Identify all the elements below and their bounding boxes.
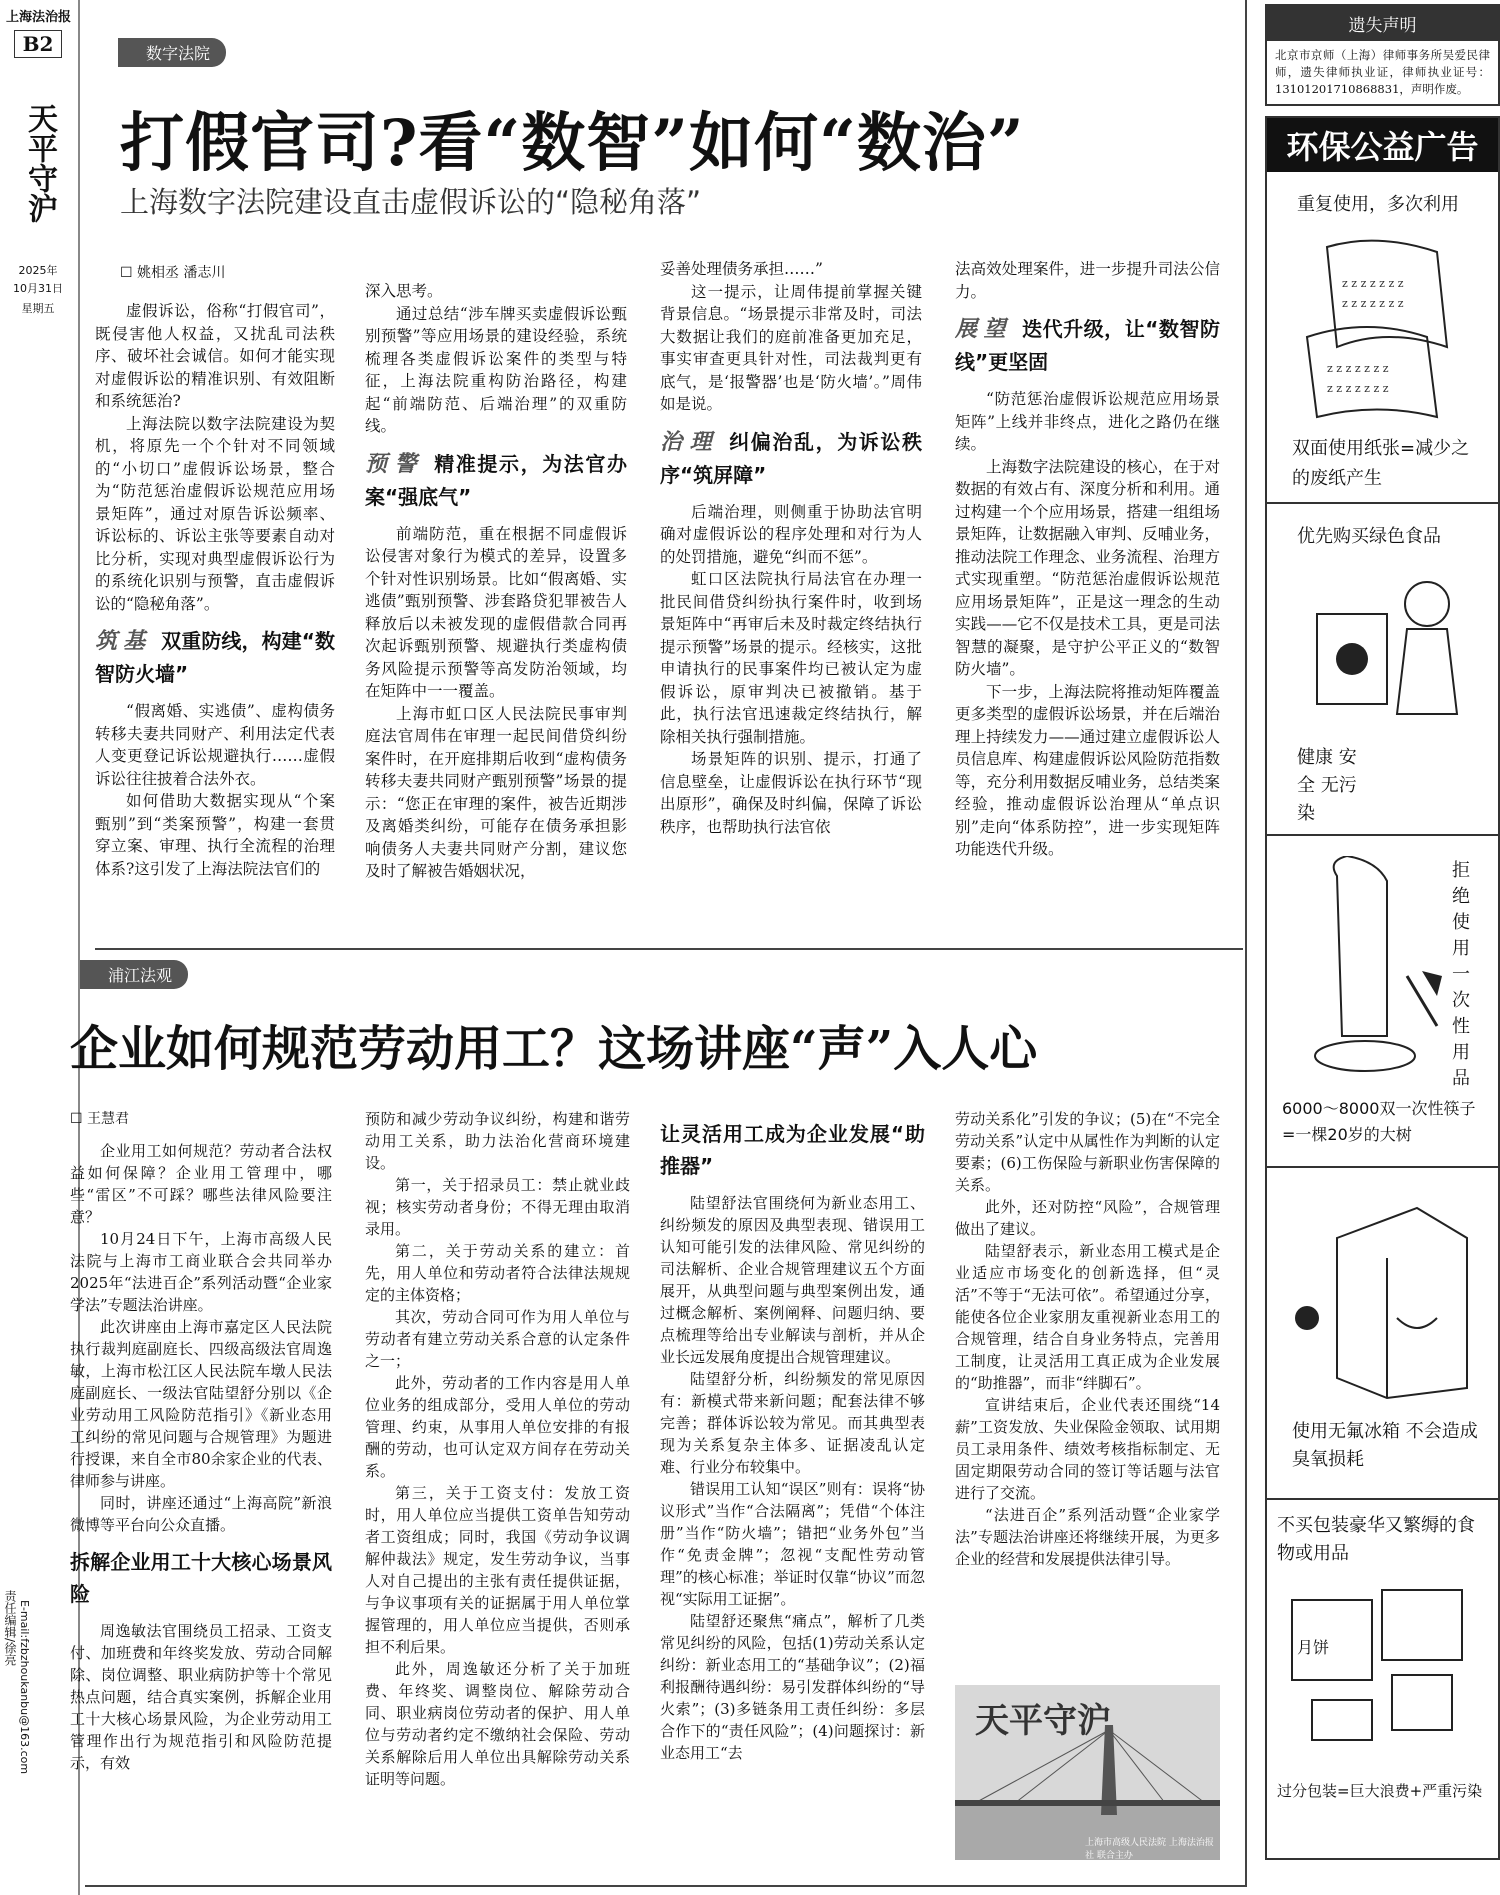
notice-body: 北京市京师（上海）律师事务所吴爱民律师，遗失律师执业证，律师执业证号：13101201710868831，声明作废。 (1275, 48, 1490, 96)
paragraph: 法高效处理案件，进一步提升司法公信力。 (955, 260, 1220, 301)
headline: 打假官司?看“数智”如何“数治” (120, 106, 1025, 181)
paragraph: 虹口区法院执行局法官在办理一批民间借贷纠纷执行案件时，收到场景矩阵中“再审后未及时裁定终结执行提示预警”场景的提示。经核实，这批申请执行的民事案件均已被认定为虚假诉讼，原审判决已被撤销。基于此，执行法官迅速裁定终结执行，解除相关执行强制措施。 (660, 570, 922, 746)
panel-caption-bottom: 过分包装=巨大浪费+严重污染 (1277, 1782, 1483, 1800)
article1-column-2 (365, 280, 627, 883)
byline: ☐ 姚相丞 潘志川 (120, 265, 226, 281)
article1-column-1 (95, 300, 335, 880)
section-heading: 治理 纠偏治乱，为诉讼秩序“筑屏障” (660, 429, 922, 487)
ad-panel-food (1267, 502, 1498, 834)
photo-caption: 上海市高级人民法院 上海法治报社 联合主办 (1085, 1838, 1214, 1860)
ad-title: 环保公益广告 (1267, 118, 1498, 172)
svg-text:z z z z z z z: z z z z z z z (1327, 382, 1389, 395)
paragraph: 10月24日下午，上海市高级人民法院与上海市工商业联合会共同举办2025年“法进百企”系列活动暨“企业家学法”专题法治讲座。 (70, 1230, 332, 1314)
paragraph: 第一，关于招录员工：禁止就业歧视；核实劳动者身份；不得无理由取消录用。 (365, 1176, 630, 1238)
paragraph: 陆望舒法官围绕何为新业态用工、纠纷频发的原因及典型表现、错误用工认知可能引发的法律风险、常见纠纷的司法解析、企业合规管理建议五个方面展开，从典型问题与典型案例出发，通过概念解析、案例阐释、问题归纳、要点梳理等给出专业解读与剖析，并从企业长远发展角度提出合规管理建议。 (660, 1194, 925, 1366)
section-heading: 预警 精准提示，为法官办案“强底气” (365, 451, 627, 509)
paragraph: 此外，还对防控“风险”，合规管理做出了建议。 (955, 1198, 1220, 1238)
paragraph: 陆望舒还聚焦“痛点”，解析了几类常见纠纷的风险，包括(1)劳动关系认定纠纷：新业态用工的“基础争议”；(2)福利报酬待遇纠纷：易引发群体纠纷的“导火索”；(3)多链条用工责任纠纷：多层合作下的“责任风险”；(4)问题探讨：新业态用工“去 (660, 1612, 925, 1762)
ad-panel-fridge (1267, 1166, 1498, 1498)
column-name: 天平守沪 (22, 103, 57, 223)
paragraph: 此次讲座由上海市嘉定区人民法院执行裁判庭副庭长、四级高级法官周逸敏，上海市松江区人民法院车墩人民法庭副庭长、一级法官陆望舒分别以《企业劳动用工风险防范指引》《新业态用工纠纷的常见问题与合规管理》为题进行授课，来自全市80余家企业的代表、律师参与讲座。 (70, 1318, 332, 1490)
section-heading: 筑基 双重防线，构建“数智防火墙” (95, 629, 335, 686)
photo-title: 天平守沪 (975, 1701, 1111, 1741)
paragraph: 这一提示，让周伟提前掌握关键背景信息。“场景提示非常及时，司法大数据让我们的庭前准备更加充足，事实审查更具针对性，司法裁判更有底气，是‘报警器’也是‘防火墙’。”周伟如是说。 (660, 282, 922, 413)
byline: ☐ 王慧君 (70, 1111, 130, 1127)
paragraph: 前端防范，重在根据不同虚假诉讼侵害对象行为模式的差异，设置多个针对性识别场景。比如“假离婚、实逃债”甄别预警、涉套路贷犯罪被告人释放后以未被发现的虚假借款合同再次起诉甄别预警、规避执行类虚构债务风险提示预警等高发防治领域，均在矩阵中一一覆盖。 (365, 524, 627, 700)
panel-caption-top: 拒绝使用一次性用品 (1452, 860, 1470, 1089)
headline: 企业如何规范劳动用工？这场讲座“声”入人心 (70, 1021, 1038, 1077)
article1-column-4 (955, 258, 1220, 861)
paragraph: 后端治理，则侧重于协助法官明确对虚假诉讼的程序处理和对行为人的处罚措施，避免“纠而不惩”。 (660, 502, 922, 566)
ad-panel-packaging (1267, 1498, 1498, 1820)
paragraph: 妥善处理债务承担……” (660, 260, 823, 278)
eco-ad (1265, 116, 1500, 1860)
section-heading: 让灵活用工成为企业发展“助推器” (660, 1122, 925, 1178)
newspaper-logo: 上海法治报 (6, 10, 72, 25)
article-divider (95, 948, 1243, 950)
svg-text:z z z z z z z: z z z z z z z (1342, 297, 1404, 310)
paragraph: 预防和减少劳动争议纠纷，构建和谐劳动用工关系，助力法治化营商环境建设。 (365, 1110, 630, 1172)
panel-caption-top: 不买包装豪华又繁缛的食物或用品 (1277, 1515, 1475, 1564)
article2-column-4 (955, 1108, 1220, 1570)
section-heading: 展望 迭代升级，让“数智防线”更坚固 (955, 317, 1220, 374)
panel-caption-bottom: 健康 安全 无污染 (1297, 747, 1357, 824)
weekday: 星期五 (21, 302, 55, 315)
section-tag: 数字法院 (118, 38, 226, 67)
paragraph: 周逸敏法官围绕员工招录、工资支付、加班费和年终奖发放、劳动合同解除、岗位调整、职业病防护等十个常见热点问题，结合真实案例，拆解企业用工十大核心场景风险，为企业劳动用工管理作出行为规范指引和风险防范提示，有效 (70, 1622, 332, 1772)
paragraph: 虚假诉讼，俗称“打假官司”，既侵害他人权益，又扰乱司法秩序、破坏社会诚信。如何才能实现对虚假诉讼的精准识别、有效阻断和系统惩治? (95, 302, 335, 410)
section-heading: 拆解企业用工十大核心场景风险 (70, 1550, 332, 1606)
editor: 责任编辑/徐亮 (3, 1590, 17, 1667)
paragraph: 通过总结“涉车牌买卖虚假诉讼甄别预警”等应用场景的建设经验，系统梳理各类虚假诉讼案件的类型与特征，上海法院重构防治路径，构建起“前端防范、后端治理”的双重防线。 (365, 304, 627, 435)
paragraph: “防范惩治虚假诉讼规范应用场景矩阵”上线并非终点，进化之路仍在继续。 (955, 390, 1220, 453)
bridge-photo (955, 1685, 1220, 1860)
paragraph: “假离婚、实逃债”、虚构债务转移夫妻共同财产、利用法定代表人变更登记诉讼规避执行……虚假诉讼往往披着合法外衣。 (95, 702, 335, 788)
article2-column-3 (660, 1108, 925, 1764)
panel-caption-top: 重复使用，多次利用 (1297, 194, 1459, 215)
panel-caption-bottom: 使用无氟冰箱 不会造成臭氧损耗 (1292, 1421, 1478, 1470)
panel-caption-bottom: 双面使用纸张=减少之的废纸产生 (1292, 438, 1470, 489)
paragraph: 上海市虹口区人民法院民事审判庭法官周伟在审理一起民间借贷纠纷案件时，在开庭排期后收到“虚构债务转移夫妻共同财产甄别预警”场景的提示：“您正在审理的案件，被告近期涉及离婚类纠纷，可能存在债务承担影响债务人夫妻共同财产分割，建议您及时了解被告婚姻状况， (365, 704, 627, 880)
paragraph: 第二，关于劳动关系的建立：首先，用人单位和劳动者符合法律法规规定的主体资格； (365, 1242, 630, 1304)
right-column (1265, 0, 1500, 1895)
paragraph: 深入思考。 (365, 282, 443, 300)
gift-boxes-icon (1282, 1580, 1482, 1760)
ad-panel-chopsticks (1267, 834, 1498, 1166)
article1-column-3 (660, 258, 922, 838)
paragraph: 其次，劳动合同可作为用人单位与劳动者有建立劳动关系合意的认定条件之一； (365, 1308, 630, 1370)
paragraph: 此外，劳动者的工作内容是用人单位业务的组成部分，受用人单位的劳动管理、约束，从事用人单位安排的有报酬的劳动，也可认定双方间存在劳动关系。 (365, 1374, 630, 1480)
paragraph: 上海数字法院建设的核心，在于对数据的有效占有、深度分析和利用。通过构建一个个应用场景，搭建一组组场景矩阵，让数据融入审判、反哺业务，推动法院工作理念、业务流程、治理方式实现重塑。“防范惩治虚假诉讼规范应用场景矩阵”，正是这一理念的生动实践——它不仅是技术工具，更是司法智慧的凝聚，是守护公平正义的“数智防火墙”。 (955, 457, 1220, 678)
paragraph: 劳动关系化”引发的争议；(5)在“不完全劳动关系”认定中从属性作为判断的认定要素；(6)工伤保险与新职业伤害保障的关系。 (955, 1110, 1220, 1194)
ad-panel-paper (1267, 172, 1498, 502)
paragraph: 陆望舒分析，纠纷频发的常见原因有：新模式带来新问题；配套法律不够完善；群体诉讼较为常见。而其典型表现为关系复杂主体多、证据凌乱认定难、行业分布较集中。 (660, 1370, 925, 1476)
paragraph: 企业用工如何规范？劳动者合法权益如何保障？企业用工管理中，哪些“雷区”不可踩？哪些法律风险要注意？ (70, 1142, 332, 1226)
paragraph: 宣讲结束后，企业代表还围绕“14薪”工资发放、失业保险金领取、试用期员工录用条件、绩效考核指标制定、无固定期限劳动合同的签订等话题与法官进行了交流。 (955, 1396, 1220, 1502)
lost-notice (1265, 4, 1500, 106)
svg-text:z z z z z z z: z z z z z z z (1327, 362, 1389, 375)
year: 2025年 (18, 264, 58, 277)
panel-caption-top: 优先购买绿色食品 (1297, 526, 1441, 547)
subheadline: 上海数字法院建设直击虚假诉讼的“隐秘角落” (120, 185, 702, 219)
paragraph: 场景矩阵的识别、提示，打通了信息壁垒，让虚假诉讼在执行环节“现出原形”，确保及时纠偏，保障了诉讼秩序，也帮助执行法官依 (660, 750, 922, 836)
paragraph: 第三，关于工资支付：发放工资时，用人单位应当提供工资单告知劳动者工资组成；同时，我国《劳动争议调解仲裁法》规定，发生劳动争议，当事人对自己提出的主张有责任提供证据，与争议事项有关的证据属于用人单位掌握管理的，用人单位应当提供，否则承担不利后果。 (365, 1484, 630, 1656)
paragraph: 如何借助大数据实现从“个案甄别”到“类案预警”，构建一套贯穿立案、审理、执行全流程的治理体系?这引发了上海法院法官们的 (95, 792, 335, 878)
date: 10月31日 (13, 282, 63, 295)
shopping-girl-icon (1297, 564, 1467, 734)
paragraph: 此外，周逸敏还分析了关于加班费、年终奖、调整岗位、解除劳动合同、职业病岗位劳动者的保护、用人单位与劳动者约定不缴纳社会保险、劳动关系解除后用人单位出具解除劳动关系证明等问题。 (365, 1660, 630, 1788)
paragraph: 错误用工认知“误区”则有：误将“协议形式”当作“合法隔离”；凭借“个体注册”当作“防火墙”；错把“业务外包”当作“免责金牌”；忽视“支配性劳动管理”的核心标准；举证时仅靠“协议”而忽视“实际用工证据”。 (660, 1480, 925, 1608)
tree-stump-icon (1287, 856, 1447, 1086)
paragraph: 同时，讲座还通过“上海高院”新浪微博等平台向公众直播。 (70, 1494, 332, 1534)
article2-column-2 (365, 1108, 630, 1790)
editor-email: E-mail:fzbzhoukanbu@163.com (18, 1600, 31, 1775)
paragraph: 上海法院以数字法院建设为契机，将原先一个个针对不同领域的“小切口”虚假诉讼场景，整合为“防范惩治虚假诉讼规范应用场景矩阵”，通过对原告诉讼频率、诉讼标的、诉讼主张等要素自动对比分析，实现对典型虚假诉讼行为的系统化识别与预警，直击虚假诉讼的“隐秘角落”。 (95, 414, 335, 613)
notice-title: 遗失声明 (1267, 6, 1498, 41)
svg-text:z z z z z z z: z z z z z z z (1342, 277, 1404, 290)
paper-sheets-icon (1297, 227, 1467, 427)
section-tag: 浦江法观 (80, 960, 188, 989)
masthead-rail (0, 0, 75, 1895)
article2-column-1 (70, 1140, 332, 1774)
fridge-icon (1287, 1198, 1477, 1408)
panel-caption-bottom: 6000～8000双一次性筷子=一棵20岁的大树 (1282, 1099, 1476, 1144)
paragraph: 陆望舒表示，新业态用工模式是企业适应市场变化的创新选择，但“灵活”不等于“无法可依”。希望通过分享，能使各位企业家朋友重视新业态用工的合规管理，结合自身业务特点，完善用工制度，让灵活用工真正成为企业发展的“助推器”，而非“绊脚石”。 (955, 1242, 1220, 1392)
mooncake-label: 月饼 (1297, 1638, 1330, 1657)
paragraph: 下一步，上海法院将推动矩阵覆盖更多类型的虚假诉讼场景，并在后端治理上持续发力——通过建立虚假诉讼人员信息库、构建虚假诉讼风险防范指数等，充分利用数据反哺业务，总结类案经验，推动虚假诉讼治理从“单点识别”走向“体系防控”，进一步实现矩阵功能迭代升级。 (955, 682, 1220, 858)
paragraph: “法进百企”系列活动暨“企业家学法”专题法治讲座还将继续开展，为更多企业的经营和发展提供法律引导。 (955, 1506, 1220, 1568)
page-number: B2 (14, 30, 62, 58)
